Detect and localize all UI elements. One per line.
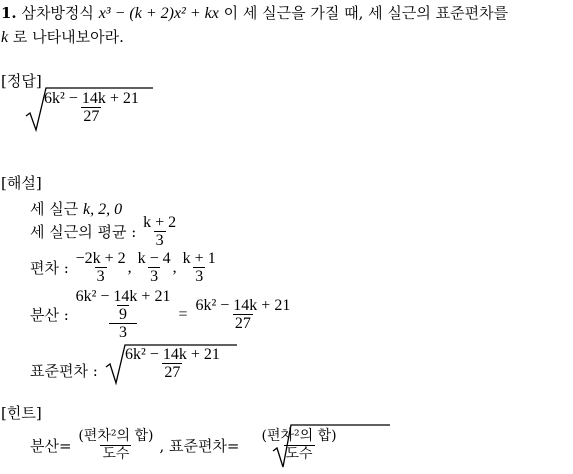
deviation-fraction-2 bbox=[136, 250, 173, 285]
variance-equals: = bbox=[178, 305, 188, 323]
problem-text-tail: 로 나타내보아라. bbox=[12, 28, 124, 46]
variance-inner-fraction bbox=[74, 288, 173, 323]
hint-variance-label: 분산= bbox=[30, 437, 72, 455]
variance-result-fraction bbox=[193, 297, 292, 332]
problem-number: 1. bbox=[1, 4, 17, 22]
problem-line-2 bbox=[1, 26, 124, 47]
problem-equation: x³ − (k + 2)x² + kx bbox=[98, 5, 219, 22]
deviation-3-denominator: 3 bbox=[195, 268, 204, 285]
deviation-3-numerator: k + 1 bbox=[182, 250, 216, 267]
answer-fraction bbox=[42, 90, 141, 125]
hint-variance-numerator: (편차²의 합) bbox=[78, 428, 154, 444]
mean-fraction bbox=[141, 214, 178, 249]
variance-inner-numerator: 6k² − 14k + 21 bbox=[75, 288, 171, 305]
hint-header: [힌트] bbox=[1, 404, 42, 422]
hint-sqrt-sign bbox=[271, 423, 391, 471]
deviation-fraction-1 bbox=[74, 250, 128, 285]
variance-result-numerator: 6k² − 14k + 21 bbox=[195, 297, 291, 314]
problem-line-1 bbox=[1, 2, 508, 23]
variance-label: 분산 : bbox=[30, 306, 69, 324]
std-numerator: 6k² − 14k + 21 bbox=[125, 346, 220, 363]
variance-compound-fraction bbox=[74, 288, 173, 341]
answer-denominator: 27 bbox=[83, 108, 100, 125]
problem-text-prefix: 삼차방정식 bbox=[21, 4, 94, 22]
deviation-2-numerator: k − 4 bbox=[137, 250, 171, 267]
mean-label: 세 실근의 평균 : bbox=[30, 223, 137, 241]
problem-text-suffix: 이 세 실근을 가질 때, 세 실근의 표준편차를 bbox=[223, 4, 509, 22]
deviation-line: 편차 : $\frac{-2k + 2}{3}$ , $\frac{k - 4}{3}$ , $\frac{k + 1}{3}$ bbox=[30, 250, 216, 285]
hint-std-denominator: 도수 bbox=[285, 446, 313, 462]
std-denominator: 27 bbox=[164, 364, 181, 381]
mean-denominator: 3 bbox=[155, 232, 164, 249]
variance-result-denominator: 27 bbox=[234, 315, 251, 332]
roots-values: k, 2, 0 bbox=[83, 201, 123, 218]
answer-numerator: 6k² − 14k + 21 bbox=[44, 90, 139, 107]
hint-separator: , 표준편차= bbox=[159, 437, 240, 455]
deviation-1-denominator: 3 bbox=[96, 268, 105, 285]
roots-label: 세 실근 bbox=[30, 200, 79, 218]
deviation-1-numerator: −2k + 2 bbox=[75, 250, 126, 267]
explanation-header: [해설] bbox=[1, 174, 42, 192]
std-label: 표준편차 : bbox=[30, 362, 98, 380]
mean-numerator: k + 2 bbox=[143, 214, 177, 231]
answer-header: [정답] bbox=[1, 72, 42, 90]
deviation-label: 편차 : bbox=[30, 259, 69, 277]
deviation-fraction-3 bbox=[181, 250, 218, 285]
variance-line bbox=[30, 288, 292, 341]
std-fraction bbox=[123, 346, 222, 381]
deviation-2-denominator: 3 bbox=[150, 268, 159, 285]
problem-variable: k bbox=[1, 29, 9, 46]
mean-line bbox=[30, 214, 178, 249]
hint-variance-denominator: 도수 bbox=[102, 446, 130, 462]
variance-outer-denominator: 3 bbox=[109, 323, 137, 341]
variance-inner-denominator: 9 bbox=[119, 306, 128, 323]
hint-std-numerator: (편차²의 합) bbox=[261, 428, 337, 444]
hint-variance-fraction bbox=[76, 428, 155, 463]
